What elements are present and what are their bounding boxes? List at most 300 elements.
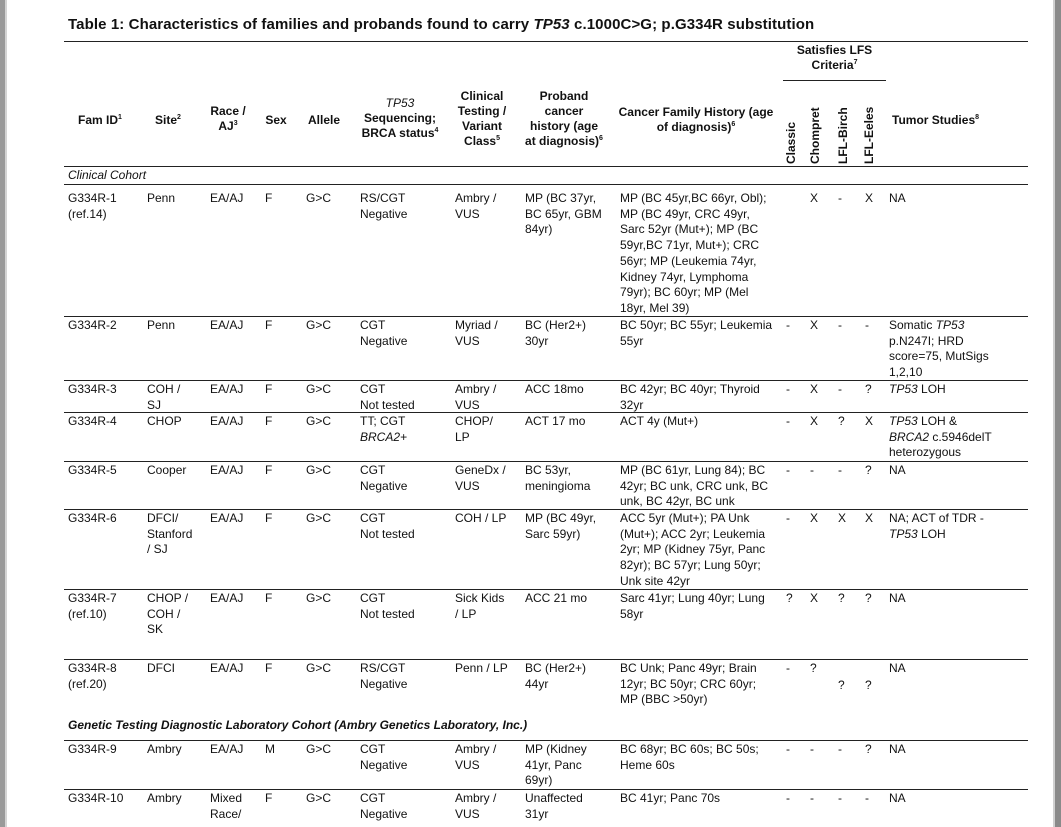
tumor-line: heterozygous: [889, 445, 962, 460]
race-line: EA/AJ: [210, 661, 244, 675]
cell-sex: F: [265, 414, 273, 428]
cell-proband: [525, 661, 586, 692]
cell-classic: -: [786, 661, 790, 675]
cell-family: [620, 414, 698, 430]
cell-tumor: [889, 414, 992, 461]
rule-top: [64, 41, 1028, 42]
cell-id: [68, 463, 117, 479]
cell-eeles: ?: [865, 382, 872, 396]
proband-line: 31yr: [525, 806, 549, 821]
family-line: 82yr); BC 57yr; Lung 50yr;: [620, 558, 761, 573]
seq-line: Not tested: [360, 606, 415, 621]
rule-row-1: [64, 316, 1028, 317]
rule-row-9-top: [64, 740, 1028, 741]
id-line: G334R-8: [68, 661, 117, 675]
family-line: BC 41yr; Panc 70s: [620, 791, 721, 805]
cell-seq: [360, 414, 407, 445]
header-tp53-sequencing: TP53 Sequencing; BRCA status$^4$: [361, 96, 439, 140]
cell-clinical: [455, 382, 496, 413]
site-line: SJ: [147, 397, 162, 412]
cell-chompret: -: [810, 463, 814, 477]
cell-birch: -: [838, 382, 842, 396]
family-line: Sarc 41yr; Lung 40yr; Lung: [620, 591, 765, 605]
cell-race: [210, 742, 243, 758]
cell-clinical: [455, 414, 493, 445]
cell-tumor: [889, 742, 906, 758]
cell-seq: [360, 591, 415, 622]
rule-row-4: [64, 461, 1028, 462]
cell-birch: -: [838, 463, 842, 477]
cell-tumor: [889, 591, 906, 607]
clinical-line: Ambry /: [455, 742, 497, 756]
header-chompret: Chompret: [808, 107, 822, 164]
tumor-line: score=75, MutSigs: [889, 349, 989, 364]
cell-clinical: [455, 191, 496, 222]
text-fragment: c.5946delT: [929, 429, 992, 444]
site-line: Penn: [147, 191, 176, 205]
cell-eeles: X: [865, 414, 874, 428]
cell-site: [147, 661, 175, 677]
id-line: G334R-10: [68, 791, 124, 805]
family-line: BC 68yr; BC 60s; BC 50s;: [620, 742, 759, 756]
cell-id: [68, 191, 117, 222]
cell-proband: [525, 463, 590, 494]
proband-line: 69yr): [525, 773, 553, 788]
family-line: 2yr; MP (Kidney 75yr, Panc: [620, 542, 766, 557]
cell-id: [68, 414, 117, 430]
header-allele: Allele: [307, 113, 340, 127]
tumor-line: NA: [889, 463, 906, 477]
cell-classic: ?: [786, 591, 793, 605]
header-sex: Sex: [265, 113, 287, 127]
cell-site: [147, 511, 192, 558]
family-line: MP (BC 61yr, Lung 84); BC: [620, 463, 766, 477]
cell-birch: -: [838, 742, 842, 756]
cell-sex: F: [265, 318, 273, 332]
site-line: Ambry: [147, 742, 182, 756]
tumor-line: NA: [889, 742, 906, 756]
seq-line: CGT: [360, 382, 386, 396]
proband-line: MP (BC 49yr,: [525, 511, 597, 525]
cell-sex: M: [265, 742, 275, 756]
cell-eeles: -: [865, 318, 869, 332]
site-line: COH /: [147, 606, 181, 621]
cell-sex: F: [265, 191, 273, 205]
cell-birch: X: [838, 511, 847, 525]
cell-sex: F: [265, 382, 273, 396]
proband-line: Sarc 59yr): [525, 526, 581, 541]
header-tumor-studies: Tumor Studies$^8$: [892, 113, 980, 127]
proband-line: BC 53yr,: [525, 463, 572, 477]
cell-sex: F: [265, 463, 273, 477]
seq-line: CGT: [360, 791, 386, 805]
family-line: BC 42yr; BC 40yr; Thyroid: [620, 382, 760, 396]
family-line: unk, BC 42yr, BC unk: [620, 494, 735, 509]
cell-eeles: ?: [865, 742, 872, 756]
rule-section-clinical: [64, 184, 1028, 185]
cell-eeles: ?: [865, 678, 872, 692]
seq-line: Negative: [360, 206, 408, 221]
tumor-line: NA: [889, 191, 906, 205]
cell-family: [620, 463, 768, 510]
clinical-line: VUS: [455, 397, 480, 412]
gene-name: TP53: [935, 318, 965, 332]
cell-race: [210, 318, 243, 334]
race-line: EA/AJ: [210, 511, 244, 525]
header-family-history: Cancer Family History (age of diagnosis)$^6$: [618, 105, 774, 134]
seq-line: CGT: [360, 742, 386, 756]
tumor-line: [889, 430, 992, 446]
cell-chompret: X: [810, 318, 819, 332]
cell-classic: -: [786, 382, 790, 396]
cell-classic: -: [786, 414, 790, 428]
site-line: Ambry: [147, 791, 182, 805]
cell-race: [210, 791, 242, 822]
clinical-line: Ambry /: [455, 791, 497, 805]
cell-seq: [360, 661, 407, 692]
cell-id: [68, 382, 117, 398]
header-lfl-birch: LFL-Birch: [836, 107, 850, 164]
cell-proband: [525, 382, 584, 398]
cell-eeles: ?: [865, 591, 872, 605]
id-line: G334R-6: [68, 511, 117, 525]
cell-race: [210, 661, 243, 677]
seq-line: Negative: [360, 478, 408, 493]
proband-line: 41yr, Panc: [525, 757, 582, 772]
cell-seq: [360, 318, 407, 349]
cell-id: [68, 791, 123, 807]
cell-chompret: -: [810, 791, 814, 805]
cell-seq: [360, 791, 407, 822]
cell-birch: -: [838, 791, 842, 805]
proband-line: ACC 18mo: [525, 382, 584, 396]
family-line: BC 50yr; BC 55yr; Leukemia: [620, 318, 773, 332]
cell-site: [147, 463, 186, 479]
cell-family: [620, 591, 765, 622]
family-line: Kidney 74yr, Lymphoma: [620, 269, 749, 284]
cell-sex: F: [265, 591, 273, 605]
proband-line: 30yr: [525, 333, 549, 348]
clinical-line: COH / LP: [455, 511, 507, 525]
race-line: EA/AJ: [210, 382, 244, 396]
header-site: Site$^2$: [155, 113, 181, 127]
family-line: BC Unk; Panc 49yr; Brain: [620, 661, 757, 675]
cell-chompret: X: [810, 414, 819, 428]
family-line: ACC 5yr (Mut+); PA Unk: [620, 511, 750, 525]
race-line: Mixed: [210, 791, 243, 805]
race-line: EA/AJ: [210, 191, 244, 205]
cell-seq: [360, 463, 407, 494]
cell-family: [620, 791, 720, 807]
site-line: SK: [147, 622, 164, 637]
tumor-line: NA: [889, 791, 906, 805]
section-clinical-cohort: Clinical Cohort: [68, 168, 147, 182]
cell-sex: F: [265, 511, 273, 525]
clinical-line: Sick Kids: [455, 591, 505, 605]
race-line: EA/AJ: [210, 463, 244, 477]
gene-name: BRCA2: [889, 429, 930, 444]
cell-eeles: X: [865, 191, 874, 205]
id-line: G334R-4: [68, 414, 117, 428]
cell-clinical: [455, 791, 496, 822]
clinical-line: Ambry /: [455, 191, 497, 205]
cell-birch: ?: [838, 591, 845, 605]
cell-chompret: X: [810, 382, 819, 396]
family-line: (Mut+); ACC 2yr; Leukemia: [620, 526, 766, 541]
family-line: 12yr; BC 50yr; CRC 60yr;: [620, 676, 757, 691]
window-frame-right-inner: [1053, 0, 1055, 827]
cell-proband: [525, 191, 602, 238]
seq-line: Negative: [360, 333, 408, 348]
header-classic: Classic: [784, 121, 798, 164]
family-line: Unk site 42yr: [620, 573, 691, 588]
cell-eeles: -: [865, 791, 869, 805]
cell-race: [210, 382, 243, 398]
cell-eeles: ?: [865, 463, 872, 477]
cell-seq: [360, 511, 415, 542]
text-fragment: LOH: [917, 526, 946, 541]
cell-classic: -: [786, 742, 790, 756]
cell-seq: [360, 382, 415, 413]
cell-id: [68, 511, 117, 527]
clinical-line: LP: [455, 429, 470, 444]
id-line: G334R-7: [68, 591, 117, 605]
cell-classic: -: [786, 511, 790, 525]
cell-tumor: [889, 463, 906, 479]
seq-line: Negative: [360, 806, 408, 821]
text-fragment: LOH &: [917, 414, 958, 428]
gene-name: TP53: [889, 526, 918, 541]
proband-line: 44yr: [525, 676, 549, 691]
cell-id: [68, 661, 117, 692]
cell-clinical: [455, 511, 506, 527]
cell-tumor: [889, 191, 906, 207]
cell-classic: -: [786, 318, 790, 332]
family-line: ACT 4y (Mut+): [620, 414, 699, 428]
id-line: G334R-1: [68, 191, 117, 205]
cell-site: [147, 318, 175, 334]
tumor-line: NA: [889, 591, 906, 605]
family-line: 55yr: [620, 333, 644, 348]
proband-line: MP (BC 37yr,: [525, 191, 597, 205]
cell-clinical: [455, 318, 498, 349]
cell-clinical: [455, 591, 504, 622]
cell-family: [620, 191, 767, 317]
site-line: DFCI: [147, 661, 175, 675]
cell-clinical: [455, 463, 506, 494]
tumor-line: [889, 527, 984, 543]
proband-line: MP (Kidney: [525, 742, 587, 756]
cell-family: [620, 318, 772, 349]
rule-row-2: [64, 380, 1028, 381]
window-frame-left-inner: [5, 0, 7, 827]
table-title: Table 1: Characteristics of families and probands found to carry TP53 c.1000C>G; p.G334R substitution: [68, 16, 815, 33]
seq-line: CGT: [360, 591, 386, 605]
cell-site: [147, 414, 182, 430]
cell-chompret: X: [810, 511, 819, 525]
cell-race: [210, 414, 243, 430]
cell-tumor: [889, 382, 946, 398]
race-line: EA/AJ: [210, 318, 244, 332]
clinical-line: CHOP/: [455, 414, 494, 428]
cell-eeles: X: [865, 511, 874, 525]
cell-chompret: -: [810, 742, 814, 756]
cell-birch: -: [838, 318, 842, 332]
family-line: Heme 60s: [620, 757, 675, 772]
seq-line: RS/CGT: [360, 661, 406, 675]
cell-classic: -: [786, 791, 790, 805]
seq-line: RS/CGT: [360, 191, 406, 205]
cell-site: [147, 382, 180, 413]
family-line: 58yr: [620, 606, 644, 621]
rule-row-7: [64, 659, 1028, 660]
cell-allele: G>C: [306, 511, 332, 525]
clinical-line: VUS: [455, 757, 480, 772]
site-line: COH /: [147, 382, 181, 396]
cell-id: [68, 318, 117, 334]
cell-allele: G>C: [306, 791, 332, 805]
cell-proband: [525, 511, 596, 542]
site-line: / SJ: [147, 542, 168, 557]
clinical-line: Myriad /: [455, 318, 498, 332]
cell-id: [68, 591, 117, 622]
cell-chompret: X: [810, 591, 819, 605]
cell-tumor: [889, 791, 906, 807]
seq-line: Negative: [360, 676, 408, 691]
cell-allele: G>C: [306, 463, 332, 477]
cell-seq: [360, 191, 407, 222]
rule-row-9: [64, 789, 1028, 790]
rule-row-5: [64, 509, 1028, 510]
clinical-line: / LP: [455, 606, 477, 621]
id-line: G334R-9: [68, 742, 117, 756]
id-line: (ref.10): [68, 606, 107, 621]
family-line: 79yr); BC 60yr; MP (Mel: [620, 285, 749, 300]
tumor-line: [889, 414, 992, 430]
cell-site: [147, 591, 188, 638]
cell-tumor: [889, 318, 989, 381]
family-line: 59yr,BC 71yr, Mut+); CRC: [620, 238, 760, 253]
family-line: 42yr; BC unk, CRC unk, BC: [620, 478, 769, 493]
section-genetic-testing-cohort: Genetic Testing Diagnostic Laboratory Cohort (Ambry Genetics Laboratory, Inc.): [68, 718, 528, 732]
site-line: Penn: [147, 318, 176, 332]
header-fam-id: Fam $ID^1$: [78, 113, 122, 127]
cell-proband: [525, 414, 585, 430]
seq-line: TT; CGT: [360, 414, 406, 428]
cell-sex: F: [265, 661, 273, 675]
race-line: EA/AJ: [210, 742, 244, 756]
cell-allele: G>C: [306, 191, 332, 205]
proband-line: 84yr): [525, 222, 553, 237]
race-line: Race/: [210, 806, 242, 821]
cell-allele: G>C: [306, 661, 332, 675]
proband-line: BC 65yr, GBM: [525, 206, 602, 221]
gene-name: TP53: [889, 382, 918, 396]
rule-row-3: [64, 412, 1028, 413]
cell-family: [620, 511, 765, 590]
clinical-line: GeneDx /: [455, 463, 506, 477]
header-lfl-eeles: LFL-Eeles: [862, 106, 876, 164]
rule-header-bottom: [64, 166, 1028, 167]
cell-race: [210, 191, 243, 207]
gene-name: TP53: [889, 414, 918, 428]
cell-site: [147, 742, 182, 758]
clinical-line: Penn / LP: [455, 661, 508, 675]
site-line: DFCI/: [147, 511, 179, 525]
seq-line: Not tested: [360, 526, 415, 541]
family-line: MP (BBC >50yr): [620, 692, 708, 707]
proband-line: BC (Her2+): [525, 661, 587, 675]
id-line: G334R-3: [68, 382, 117, 396]
cell-allele: G>C: [306, 318, 332, 332]
cell-birch: -: [838, 191, 842, 205]
site-line: CHOP: [147, 414, 182, 428]
cell-birch: ?: [838, 414, 845, 428]
family-line: MP (BC 49yr, CRC 49yr,: [620, 206, 750, 221]
cell-clinical: [455, 661, 508, 677]
cell-family: [620, 742, 759, 773]
seq-line: CGT: [360, 511, 386, 525]
proband-line: meningioma: [525, 478, 591, 493]
cell-allele: G>C: [306, 382, 332, 396]
seq-line: CGT: [360, 463, 386, 477]
rule-row-6: [64, 589, 1028, 590]
family-line: 18yr, Mel 39): [620, 300, 690, 315]
cell-site: [147, 791, 182, 807]
site-line: Cooper: [147, 463, 187, 477]
header-proband-history: Proband cancer history (age at diagnosis)$^6$: [525, 89, 603, 148]
cell-id: [68, 742, 117, 758]
header-clinical-testing: Clinical Testing / Variant Class$^5$: [457, 89, 507, 148]
tumor-line: p.N247I; HRD: [889, 333, 964, 348]
cell-family: [620, 661, 757, 708]
seq-line: [360, 430, 407, 446]
id-line: (ref.20): [68, 676, 107, 691]
race-line: EA/AJ: [210, 414, 244, 428]
site-line: CHOP /: [147, 591, 189, 605]
cell-sex: F: [265, 791, 273, 805]
cell-proband: [525, 791, 583, 822]
id-line: G334R-5: [68, 463, 117, 477]
cell-proband: [525, 318, 586, 349]
text-fragment: LOH: [917, 382, 946, 396]
cell-site: [147, 191, 175, 207]
cell-proband: [525, 742, 587, 789]
tumor-line: [889, 318, 989, 334]
cell-allele: G>C: [306, 414, 332, 428]
cell-birch: ?: [838, 678, 845, 692]
cell-race: [210, 511, 243, 527]
tumor-line: 1,2,10: [889, 365, 923, 380]
site-line: Stanford: [147, 526, 193, 541]
cell-family: [620, 382, 760, 413]
family-line: 32yr: [620, 397, 644, 412]
proband-line: BC (Her2+): [525, 318, 587, 332]
family-line: Sarc 52yr (Mut+); MP (BC: [620, 222, 759, 237]
cell-tumor: [889, 511, 984, 542]
clinical-line: VUS: [455, 206, 480, 221]
tumor-line: [889, 382, 946, 398]
seq-line: Negative: [360, 757, 408, 772]
cell-chompret: X: [810, 191, 819, 205]
cell-tumor: [889, 661, 906, 677]
cell-classic: -: [786, 463, 790, 477]
seq-line: CGT: [360, 318, 386, 332]
window-scrollbar-edge[interactable]: [1055, 0, 1061, 827]
cell-allele: G>C: [306, 742, 332, 756]
proband-line: Unaffected: [525, 791, 583, 805]
gene-name: BRCA2+: [360, 429, 408, 444]
